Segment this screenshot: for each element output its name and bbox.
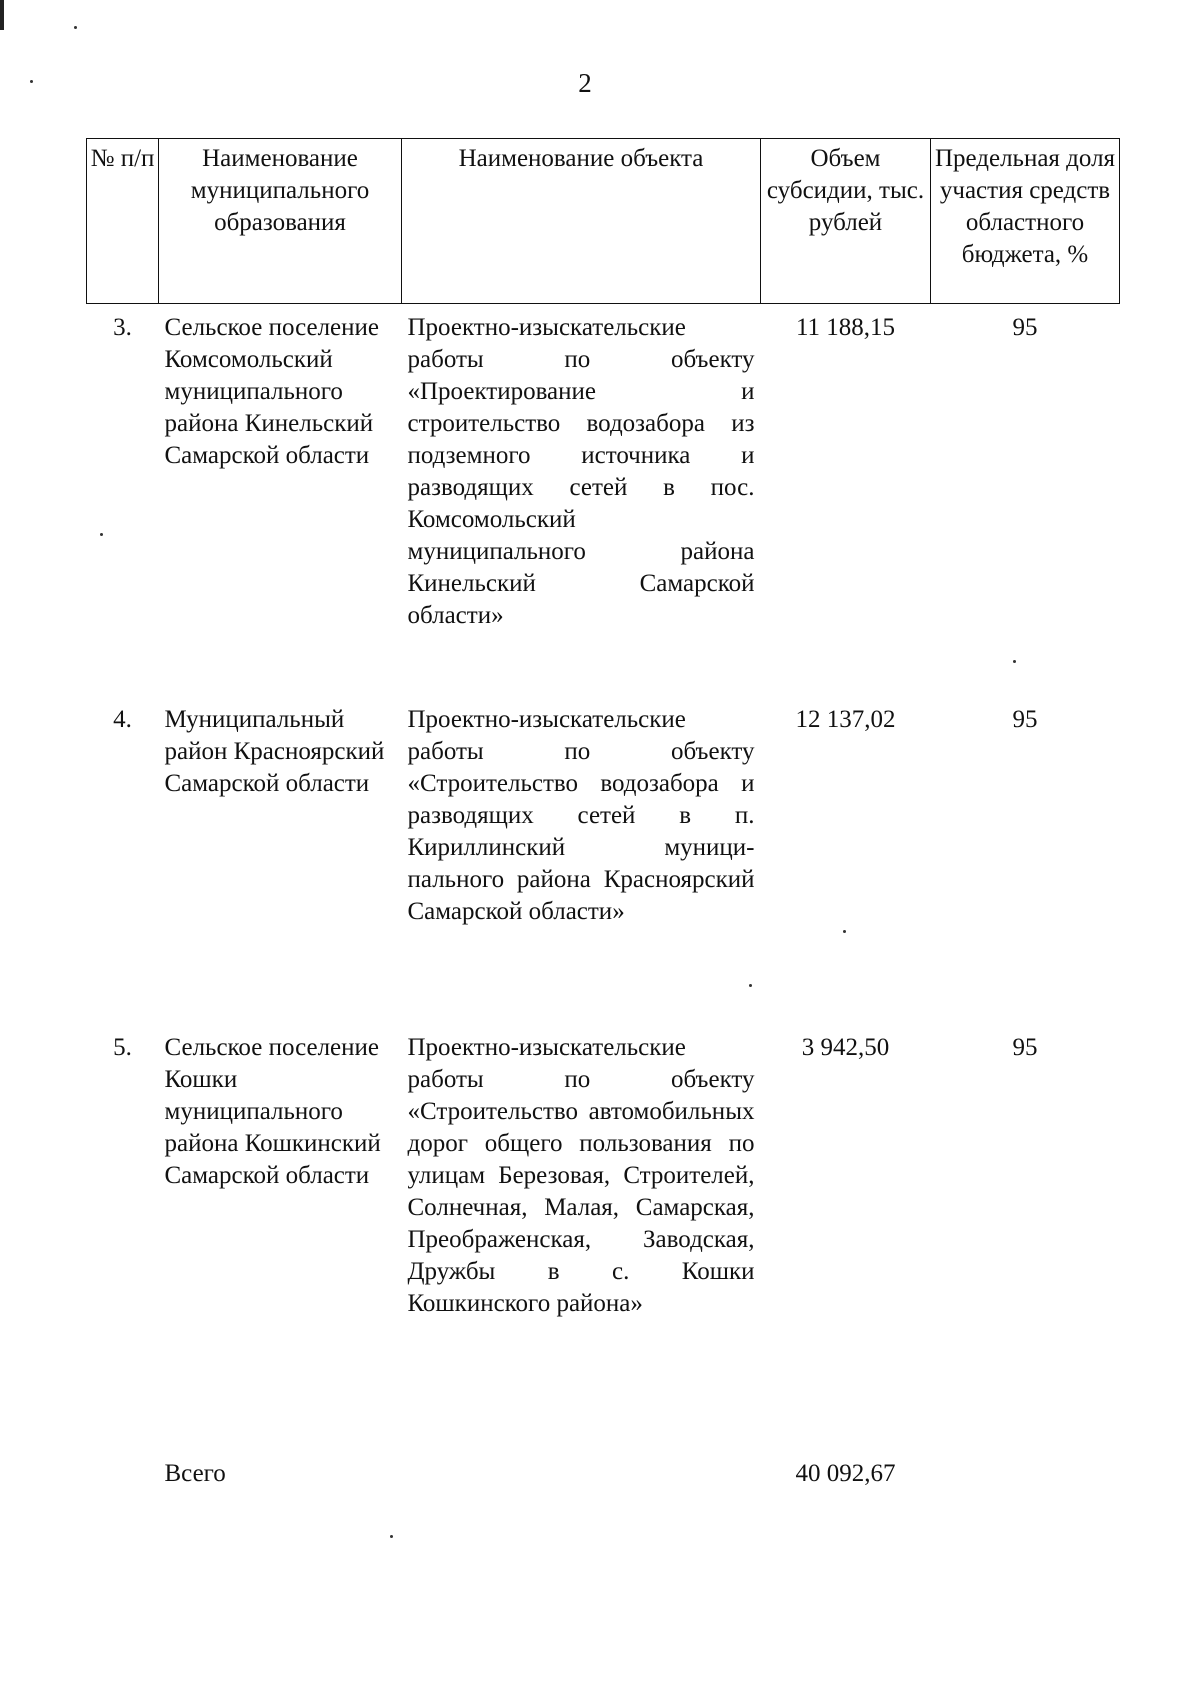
total-empty-cell [402, 1450, 761, 1518]
total-volume: 40 092,67 [795, 1460, 896, 1487]
total-empty-cell [931, 1450, 1120, 1518]
header-num: № п/п [87, 139, 159, 304]
table-row [87, 696, 1120, 1024]
row-volume: 3 942,50 [801, 1034, 890, 1061]
row-volume: 12 137,02 [795, 706, 896, 733]
table-row [87, 304, 1120, 697]
total-label: Всего [164, 1460, 226, 1487]
row-object: Проектно-изыскательские работы по объекту «Строительство автомобильных дорог общего пользования по улицам Березовая, Строителей, Солнечная, Малая, Самарская, Преображенская, Заводская, Дружбы в с. Кошки Кошкинского района» [407, 1034, 755, 1317]
scan-left-edge-mark [0, 0, 4, 30]
row-share: 95 [1012, 314, 1038, 341]
header-volume: Объем субсидии, тыс. рублей [761, 139, 931, 304]
row-num: 4. [113, 706, 132, 733]
table-header-row [87, 139, 1120, 304]
row-object: Проектно-изыскательские работы по объекту «Проектирование и строительство водозабора из подземного источника и разводящих сетей в пос. Комсомольский муниципального района Кинельский Самарской области» [407, 314, 755, 629]
header-object: Наименование объекта [402, 139, 761, 304]
row-municipality: Сельское поселение Кошки муниципального района Кошкинский Самарской области [164, 1034, 381, 1189]
header-share: Предельная доля участия средств областного бюджета, % [931, 139, 1120, 304]
row-municipality: Муниципальный район Красноярский Самарской области [164, 706, 385, 797]
row-share: 95 [1012, 706, 1038, 733]
total-empty-cell [87, 1450, 159, 1518]
row-share: 95 [1012, 1034, 1038, 1061]
row-object: Проектно-изыскательские работы по объекту «Строительство водозабора и разводящих сетей в п. Кириллинский муници-пального района Красноярский Самарской области» [407, 706, 755, 925]
row-municipality: Сельское поселение Комсомольский муниципального района Кинельский Самарской области [164, 314, 380, 469]
table-row [87, 1024, 1120, 1450]
row-num: 5. [113, 1034, 132, 1061]
row-num: 3. [113, 314, 132, 341]
row-volume: 11 188,15 [795, 314, 896, 341]
scan-speck [74, 26, 77, 29]
subsidy-table [86, 138, 1120, 1518]
header-municipality: Наименование муниципального образования [159, 139, 402, 304]
scan-speck [390, 1535, 393, 1538]
page-number: 2 [578, 68, 592, 98]
total-row [87, 1450, 1120, 1518]
